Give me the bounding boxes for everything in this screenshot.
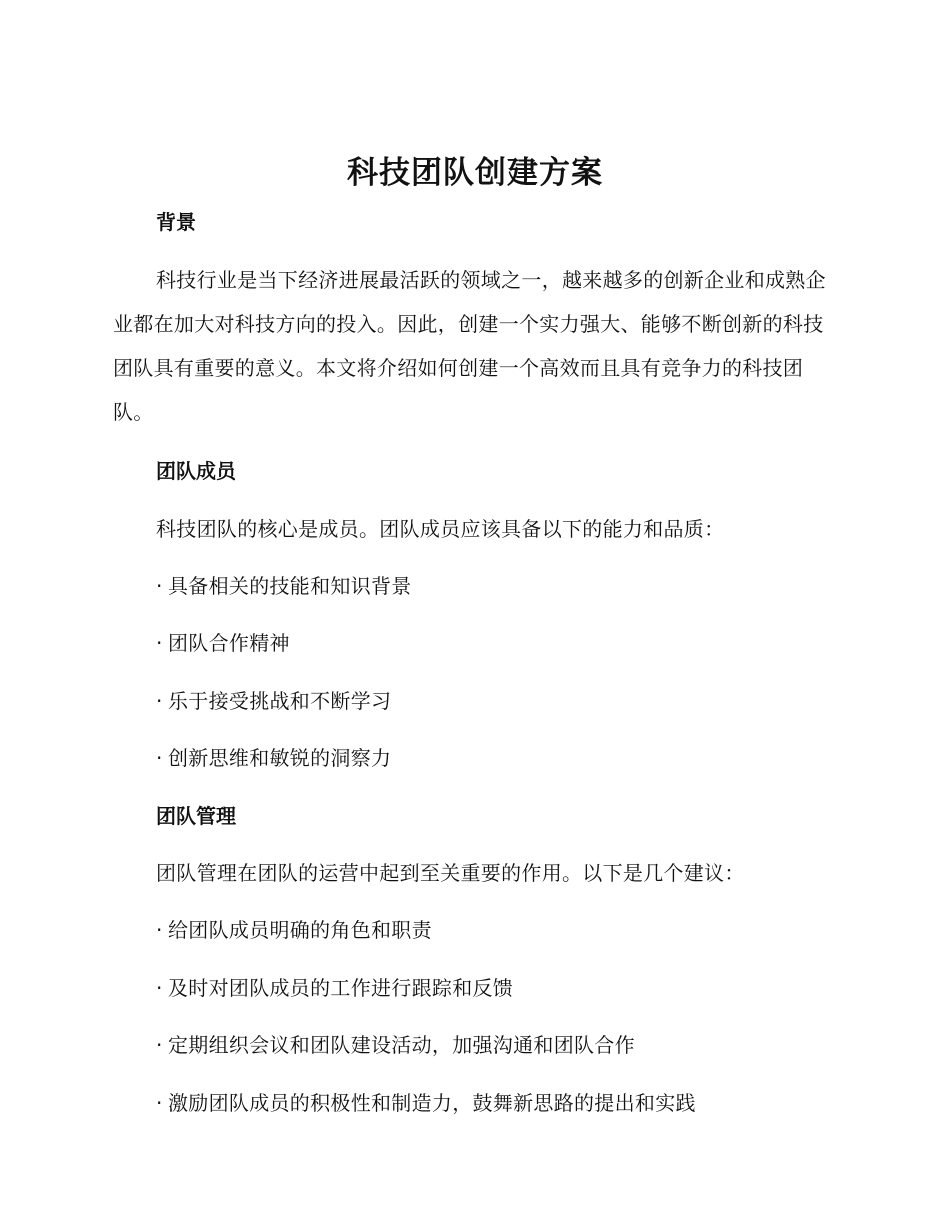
members-bullet-item bbox=[156, 628, 290, 658]
management-bullet-item bbox=[156, 973, 513, 1003]
bullet-text: 定期组织会议和团队建设活动，加强沟通和团队合作 bbox=[168, 1033, 635, 1057]
bullet-dot-icon: · bbox=[156, 631, 163, 655]
bullet-dot-icon: · bbox=[156, 976, 163, 1000]
bullet-dot-icon: · bbox=[156, 689, 163, 713]
management-intro: 团队管理在团队的运营中起到至关重要的作用。以下是几个建议： bbox=[156, 861, 745, 885]
members-bullet-item bbox=[156, 686, 391, 716]
document-title: 科技团队创建方案 bbox=[347, 155, 603, 191]
section-heading-members: 团队成员 bbox=[156, 459, 236, 483]
bullet-text: 创新思维和敏锐的洞察力 bbox=[168, 746, 392, 770]
bullet-text: 及时对团队成员的工作进行跟踪和反馈 bbox=[168, 976, 514, 1000]
bullet-text: 具备相关的技能和知识背景 bbox=[168, 574, 412, 598]
background-paragraph: 科技行业是当下经济进展最活跃的领域之一，越来越多的创新企业和成熟企业都在加大对科技方向的投入。因此，创建一个实力强大、能够不断创新的科技团队具有重要的意义。本文将介绍如何创建一个高效而且具有竞争力的科技团队。 bbox=[113, 268, 826, 424]
section-heading-management: 团队管理 bbox=[156, 804, 236, 828]
bullet-dot-icon: · bbox=[156, 918, 163, 942]
bullet-text: 激励团队成员的积极性和制造力，鼓舞新思路的提出和实践 bbox=[168, 1091, 696, 1115]
section-heading-background: 背景 bbox=[156, 210, 196, 234]
bullet-text: 给团队成员明确的角色和职责 bbox=[168, 918, 432, 942]
members-bullet-item bbox=[156, 743, 391, 773]
members-bullet-item bbox=[156, 571, 412, 601]
management-bullet-item bbox=[156, 1088, 696, 1118]
bullet-dot-icon: · bbox=[156, 574, 163, 598]
management-bullet-item bbox=[156, 1030, 635, 1060]
bullet-text: 乐于接受挑战和不断学习 bbox=[168, 689, 392, 713]
members-intro: 科技团队的核心是成员。团队成员应该具备以下的能力和品质： bbox=[156, 517, 725, 541]
management-bullet-item bbox=[156, 915, 432, 945]
bullet-text: 团队合作精神 bbox=[168, 631, 290, 655]
bullet-dot-icon: · bbox=[156, 1033, 163, 1057]
bullet-dot-icon: · bbox=[156, 1091, 163, 1115]
bullet-dot-icon: · bbox=[156, 746, 163, 770]
